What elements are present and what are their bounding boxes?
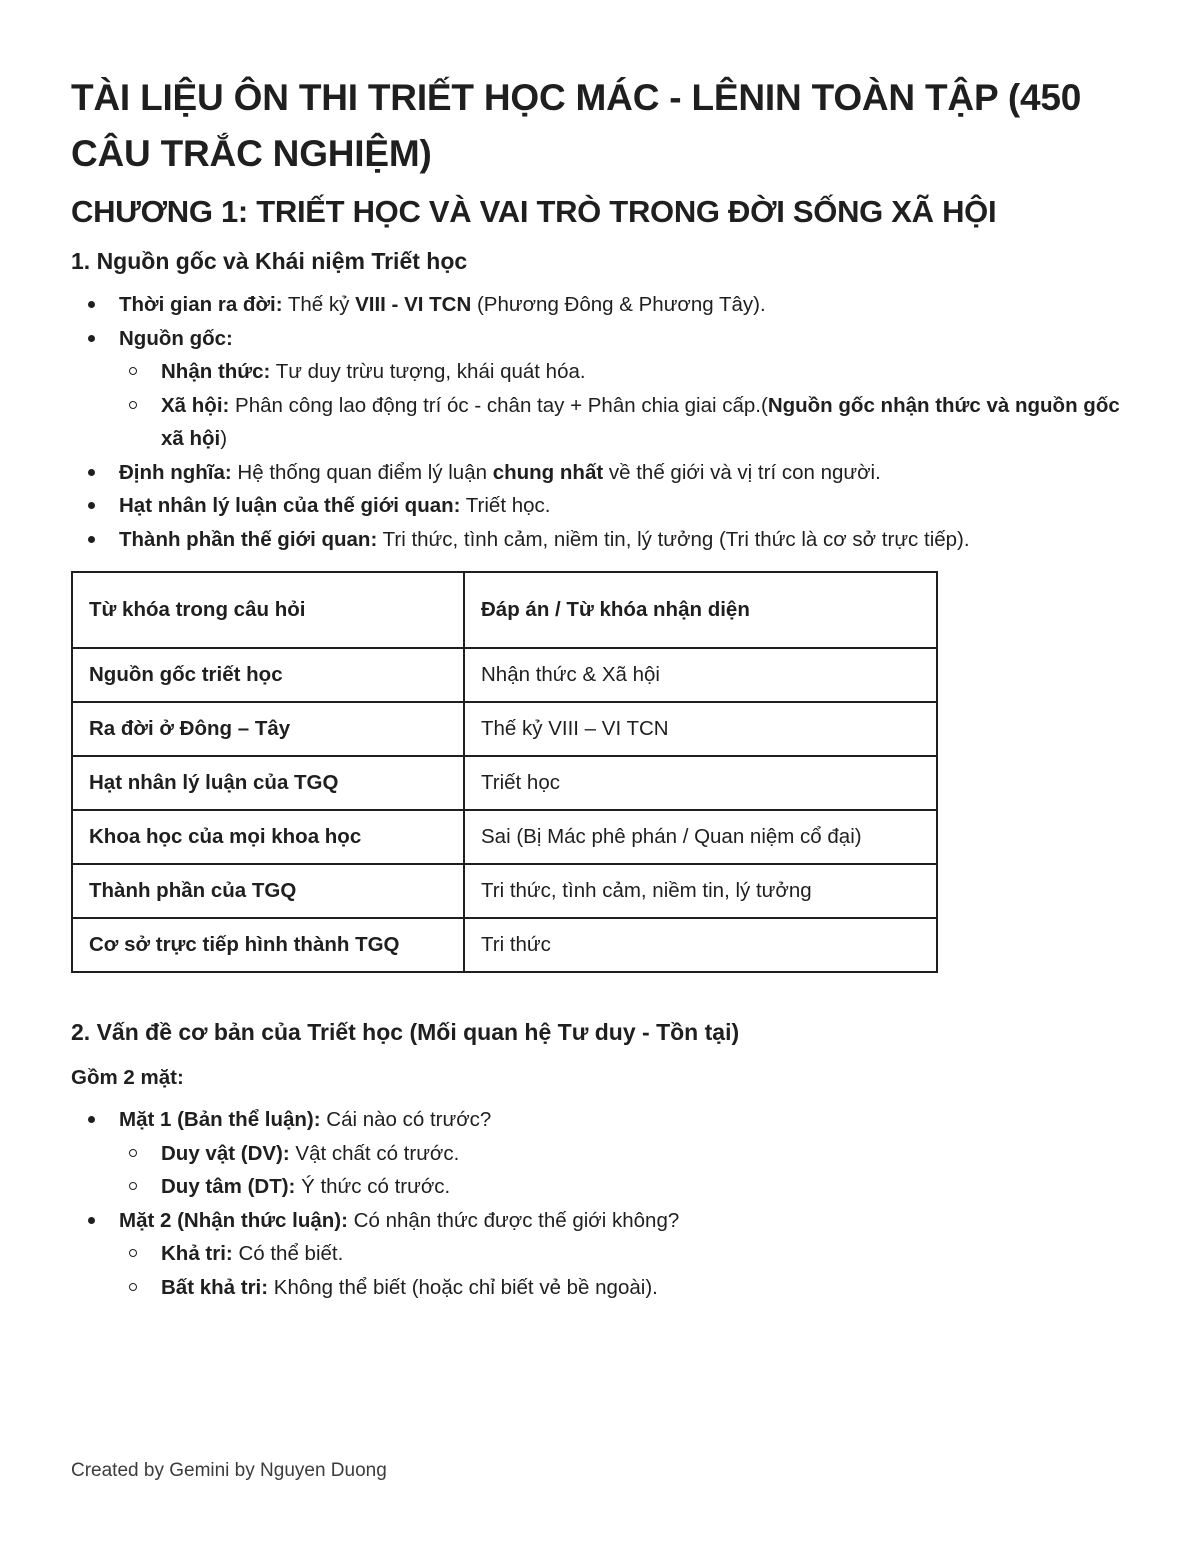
- sub-list: [119, 355, 1141, 456]
- sub-list-item: Bất khả tri: Không thể biết (hoặc chỉ biết vẻ bề ngoài).: [161, 1271, 1141, 1305]
- table-header-cell: Đáp án / Từ khóa nhận diện: [464, 572, 937, 648]
- table-row: [72, 864, 937, 918]
- table-cell-answer: Tri thức: [464, 918, 937, 972]
- chapter-heading: CHƯƠNG 1: TRIẾT HỌC VÀ VAI TRÒ TRONG ĐỜI SỐNG XÃ HỘI: [71, 194, 997, 229]
- section-2-heading: 2. Vấn đề cơ bản của Triết học (Mối quan hệ Tư duy - Tồn tại): [71, 1019, 740, 1045]
- table-cell-keyword: Khoa học của mọi khoa học: [72, 810, 464, 864]
- table-cell-answer: Sai (Bị Mác phê phán / Quan niệm cổ đại): [464, 810, 937, 864]
- table-cell-answer: Tri thức, tình cảm, niềm tin, lý tưởng: [464, 864, 937, 918]
- list-item: Thành phần thế giới quan: Tri thức, tình cảm, niềm tin, lý tưởng (Tri thức là cơ sở trực tiếp).: [119, 523, 1141, 557]
- table-cell-keyword: Nguồn gốc triết học: [72, 648, 464, 702]
- table-row: [72, 648, 937, 702]
- list-item: Nguồn gốc: Nhận thức: Tư duy trừu tượng, khái quát hóa. Xã hội: Phân công lao động trí óc - chân tay + Phân chia giai cấp.(Nguồn gốc nhận thức và nguồn gốc xã hội): [119, 322, 1141, 456]
- table-header-cell: Từ khóa trong câu hỏi: [72, 572, 464, 648]
- table-cell-answer: Nhận thức & Xã hội: [464, 648, 937, 702]
- list-item: Mặt 1 (Bản thể luận): Cái nào có trước? Duy vật (DV): Vật chất có trước. Duy tâm (DT): Ý thức có trước.: [119, 1103, 1141, 1204]
- table-row: [72, 756, 937, 810]
- table-row: [72, 810, 937, 864]
- section-2-list: [71, 1103, 1141, 1304]
- section-1-list: [71, 288, 1141, 556]
- list-item: Mặt 2 (Nhận thức luận): Có nhận thức được thế giới không? Khả tri: Có thể biết. Bất khả tri: Không thể biết (hoặc chỉ biết vẻ bề ngoài).: [119, 1204, 1141, 1305]
- table-cell-answer: Thế kỷ VIII – VI TCN: [464, 702, 937, 756]
- table-cell-keyword: Thành phần của TGQ: [72, 864, 464, 918]
- table-row: [72, 702, 937, 756]
- sub-list-item: Xã hội: Phân công lao động trí óc - chân tay + Phân chia giai cấp.(Nguồn gốc nhận thức và nguồn gốc xã hội): [161, 389, 1141, 456]
- page-footer: Created by Gemini by Nguyen Duong: [71, 1460, 387, 1481]
- section-1-heading: 1. Nguồn gốc và Khái niệm Triết học: [71, 248, 468, 274]
- sub-list-item: Duy vật (DV): Vật chất có trước.: [161, 1137, 1141, 1171]
- table-cell-answer: Triết học: [464, 756, 937, 810]
- sub-list-item: Duy tâm (DT): Ý thức có trước.: [161, 1170, 1141, 1204]
- sub-list: [119, 1237, 1141, 1304]
- table-cell-keyword: Hạt nhân lý luận của TGQ: [72, 756, 464, 810]
- sub-list: [119, 1137, 1141, 1204]
- list-item: Hạt nhân lý luận của thế giới quan: Triết học.: [119, 489, 1141, 523]
- table-header-row: [72, 572, 937, 648]
- table-cell-keyword: Cơ sở trực tiếp hình thành TGQ: [72, 918, 464, 972]
- sub-list-item: Nhận thức: Tư duy trừu tượng, khái quát hóa.: [161, 355, 1141, 389]
- section-2-intro: Gồm 2 mặt:: [71, 1066, 184, 1089]
- list-item: Định nghĩa: Hệ thống quan điểm lý luận chung nhất về thế giới và vị trí con người.: [119, 456, 1141, 490]
- table-row: [72, 918, 937, 972]
- document-page: [71, 70, 1141, 1304]
- document-title: TÀI LIỆU ÔN THI TRIẾT HỌC MÁC - LÊNIN TOÀN TẬP (450 CÂU TRẮC NGHIỆM): [71, 77, 1082, 174]
- table-cell-keyword: Ra đời ở Đông – Tây: [72, 702, 464, 756]
- list-item: Thời gian ra đời: Thế kỷ VIII - VI TCN (Phương Đông & Phương Tây).: [119, 288, 1141, 322]
- keyword-table: [71, 571, 938, 973]
- sub-list-item: Khả tri: Có thể biết.: [161, 1237, 1141, 1271]
